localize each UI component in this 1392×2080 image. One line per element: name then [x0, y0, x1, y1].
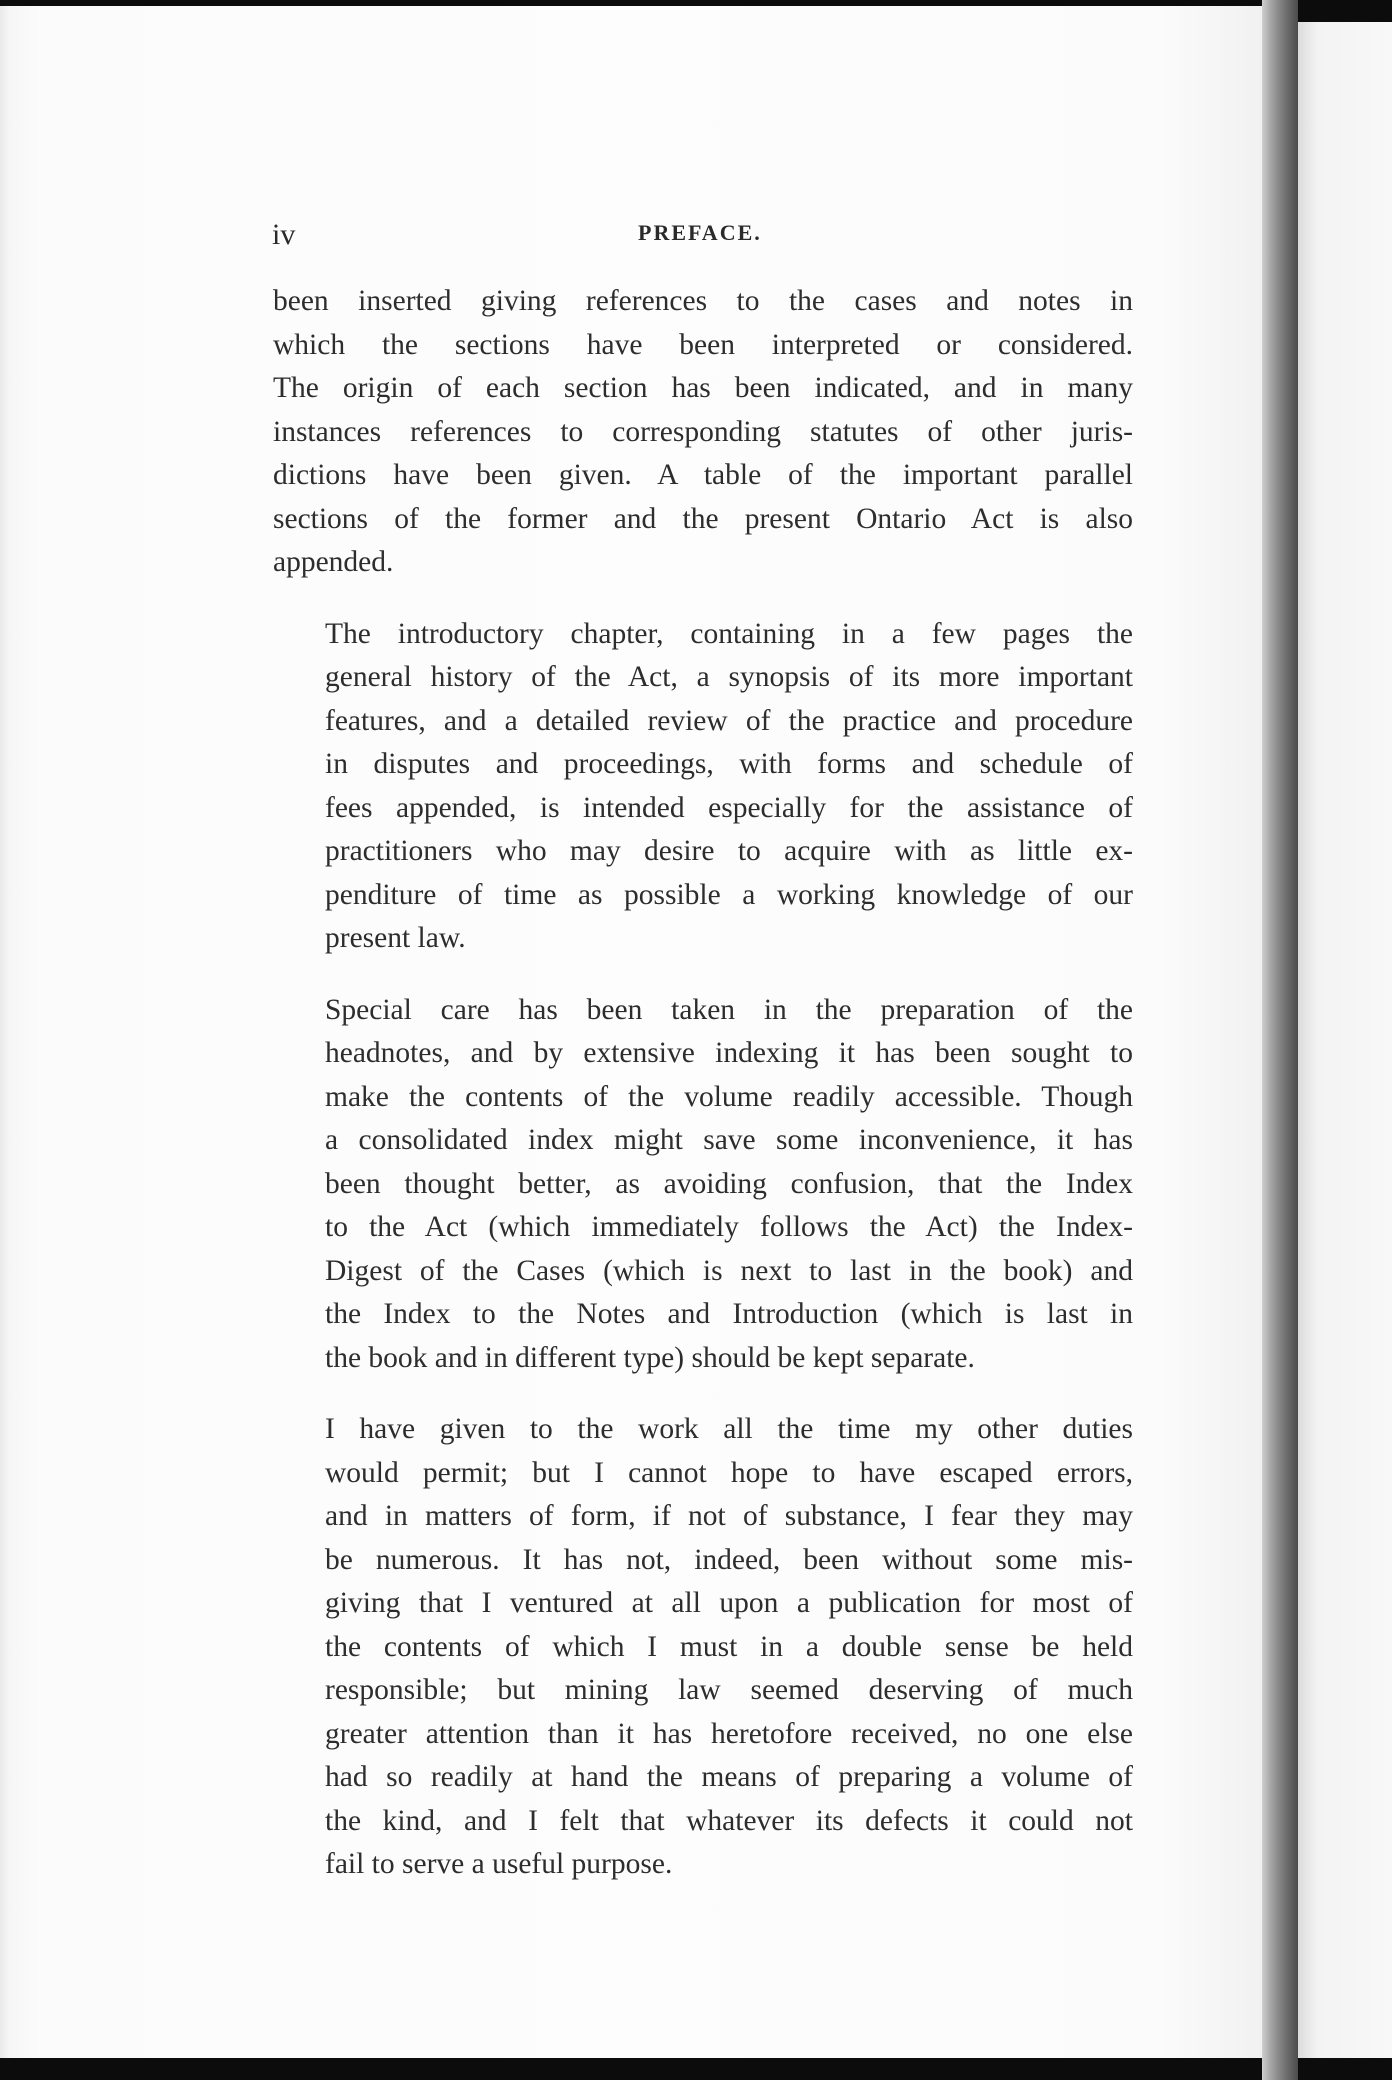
- text-line: would permit; but I cannot hope to have escaped errors,: [325, 1456, 1133, 1489]
- text-line: and in matters of form, if not of substance, I fear they may: [325, 1500, 1133, 1532]
- text-line: practitioners who may desire to acquire with as little ex-: [325, 835, 1133, 867]
- running-head: [272, 212, 1112, 252]
- text-line: the contents of which I must in a double sense be held: [325, 1630, 1133, 1663]
- text-line: The origin of each section has been indicated, and in many: [273, 372, 1133, 404]
- text-line: which the sections have been interpreted or considered.: [273, 328, 1133, 361]
- text-line: Digest of the Cases (which is next to last in the book) and: [325, 1254, 1133, 1287]
- text-line: the kind, and I felt that whatever its defects it could not: [325, 1804, 1133, 1837]
- text-line: make the contents of the volume readily accessible. Though: [325, 1080, 1133, 1113]
- text-line: been thought better, as avoiding confusion, that the Index: [325, 1167, 1133, 1200]
- text-line: greater attention than it has heretofore received, no one else: [325, 1717, 1133, 1750]
- text-line: penditure of time as possible a working knowledge of our: [325, 878, 1133, 911]
- text-line: sections of the former and the present Ontario Act is also: [273, 502, 1133, 535]
- text-line: had so readily at hand the means of preparing a volume of: [325, 1761, 1133, 1793]
- text-line: be numerous. It has not, indeed, been without some mis-: [325, 1543, 1133, 1576]
- page-number: iv: [272, 218, 296, 251]
- text-line: fees appended, is intended especially for the assistance of: [325, 791, 1133, 824]
- text-line: responsible; but mining law seemed deserving of much: [325, 1674, 1133, 1706]
- preface-body: [273, 280, 1133, 1915]
- text-line: The introductory chapter, containing in a few pages the: [325, 617, 1133, 650]
- paragraph: [273, 1408, 1133, 1887]
- text-line: headnotes, and by extensive indexing it has been sought to: [325, 1037, 1133, 1069]
- text-line: general history of the Act, a synopsis of its more important: [325, 661, 1133, 693]
- text-line: the book and in different type) should be kept separate.: [325, 1341, 975, 1374]
- text-line: in disputes and proceedings, with forms and schedule of: [325, 748, 1133, 780]
- paragraph: [273, 280, 1133, 585]
- text-line: instances references to corresponding statutes of other juris-: [273, 415, 1133, 448]
- text-line: appended.: [273, 546, 394, 578]
- text-line: features, and a detailed review of the practice and procedure: [325, 704, 1133, 737]
- text-line: Special care has been taken in the preparation of the: [325, 993, 1133, 1026]
- text-line: present law.: [325, 922, 466, 954]
- paragraph: [273, 613, 1133, 961]
- text-line: the Index to the Notes and Introduction (which is last in: [325, 1298, 1133, 1330]
- paragraph: [273, 989, 1133, 1381]
- text-line: a consolidated index might save some inconvenience, it has: [325, 1124, 1133, 1156]
- text-line: fail to serve a useful purpose.: [325, 1848, 673, 1880]
- book-gutter: [1262, 0, 1298, 2080]
- text-line: to the Act (which immediately follows the Act) the Index-: [325, 1211, 1133, 1243]
- text-line: been inserted giving references to the cases and notes in: [273, 285, 1133, 317]
- text-line: I have given to the work all the time my other duties: [325, 1413, 1133, 1445]
- running-head-title: PREFACE.: [638, 220, 762, 245]
- text-line: dictions have been given. A table of the important parallel: [273, 459, 1133, 491]
- adjacent-page-edge: [1298, 22, 1392, 2058]
- text-line: giving that I ventured at all upon a publication for most of: [325, 1587, 1133, 1619]
